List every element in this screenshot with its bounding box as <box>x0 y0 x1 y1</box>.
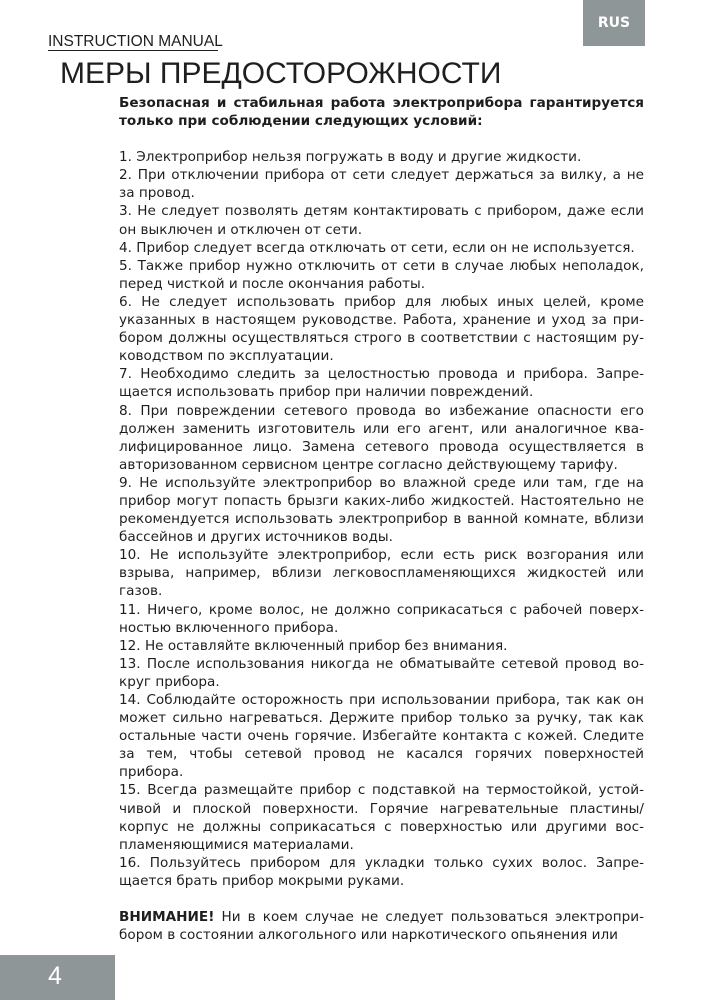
list-item: 13. После использования никогда не обматывайте сетевой провод вокруг прибора. <box>119 655 644 690</box>
manual-label: INSTRUCTION MANUAL <box>48 33 223 50</box>
list-item: 9. Не используйте электроприбор во влажной среде или там, где на прибор могут попасть брызги каких-либо жидкостей. Настоятельно не рекомендуется использовать электроприбор в ванной комнате, вблизи бассейнов и других источников воды. <box>119 474 644 546</box>
precautions-list <box>119 148 644 890</box>
list-item: 4. Прибор следует всегда отключать от сети, если он не используется. <box>119 239 635 256</box>
page-title: МЕРЫ ПРЕДОСТОРОЖНОСТИ <box>60 57 502 90</box>
list-item: 3. Не следует позволять детям контактировать с прибором, даже если он выключен и отключен от сети. <box>119 203 644 238</box>
warning-text: Ни в коем случае не следует пользоваться электроприбором в состоянии алкогольного или наркотического опьянения или <box>119 909 644 944</box>
spacer <box>119 130 644 148</box>
list-item: 7. Необходимо следить за целостностью провода и прибора. Запрещается использовать прибор при наличии повреждений. <box>119 366 644 401</box>
warning-paragraph <box>119 908 644 944</box>
list-item: 14. Соблюдайте осторожность при использовании прибора, так как он может сильно нагреваться. Держите прибор только за ручку, так как остальные части очень горячие. Избегайте контакта с кожей. Следите за тем, чтобы сетевой провод не касался горячих поверхностей прибора. <box>119 692 644 781</box>
intro-paragraph: Безопасная и стабильная работа электроприбора гарантируется только при соблюдении следующих условий: <box>119 95 644 130</box>
page-number: 4 <box>48 962 62 990</box>
list-item: 1. Электроприбор нельзя погружать в воду и другие жидкости. <box>119 149 582 166</box>
warning-label: ВНИМАНИЕ! <box>119 909 215 926</box>
list-item: 6. Не следует использовать прибор для любых иных целей, кроме указанных в настоящем руководстве. Работа, хранение и уход за прибором должны осуществляться строго в соответствии с настоящим руководством по эксплуатации. <box>119 293 644 365</box>
list-item: 16. Пользуйтесь прибором для укладки только сухих волос. Запрещается брать прибор мокрыми руками. <box>119 854 644 889</box>
list-item: 10. Не используйте электроприбор, если есть риск возгорания или взрыва, например, вблизи легковоспламеняющихся жидкостей или газов. <box>119 547 644 600</box>
list-item: 11. Ничего, кроме волос, не должно соприкасаться с рабочей поверхностью включенного прибора. <box>119 601 644 636</box>
language-tab <box>583 0 645 46</box>
list-item: 8. При повреждении сетевого провода во избежание опасности его должен заменить изготовитель или его агент, или аналогичное квалифицированное лицо. Замена сетевого провода осуществляется в авторизованном сервисном центре согласно действующему тарифу. <box>119 402 644 473</box>
language-label: RUS <box>597 15 631 31</box>
list-item: 12. Не оставляйте включенный прибор без внимания. <box>119 637 508 654</box>
page-number-box <box>0 955 115 1000</box>
list-item: 2. При отключении прибора от сети следует держаться за вилку, а не за провод. <box>119 167 644 202</box>
list-item: 5. Также прибор нужно отключить от сети в случае любых неполадок, перед чисткой и после окончания работы. <box>119 257 644 292</box>
list-item: 15. Всегда размещайте прибор с подставкой на термостойкой, устойчивой и плоской поверхности. Горячие нагревательные пластины/ корпус не должны соприкасаться с поверхностью или другими воспламеняющимися материалами. <box>119 782 644 853</box>
manual-label-underline <box>48 50 218 51</box>
document-body <box>119 94 644 944</box>
